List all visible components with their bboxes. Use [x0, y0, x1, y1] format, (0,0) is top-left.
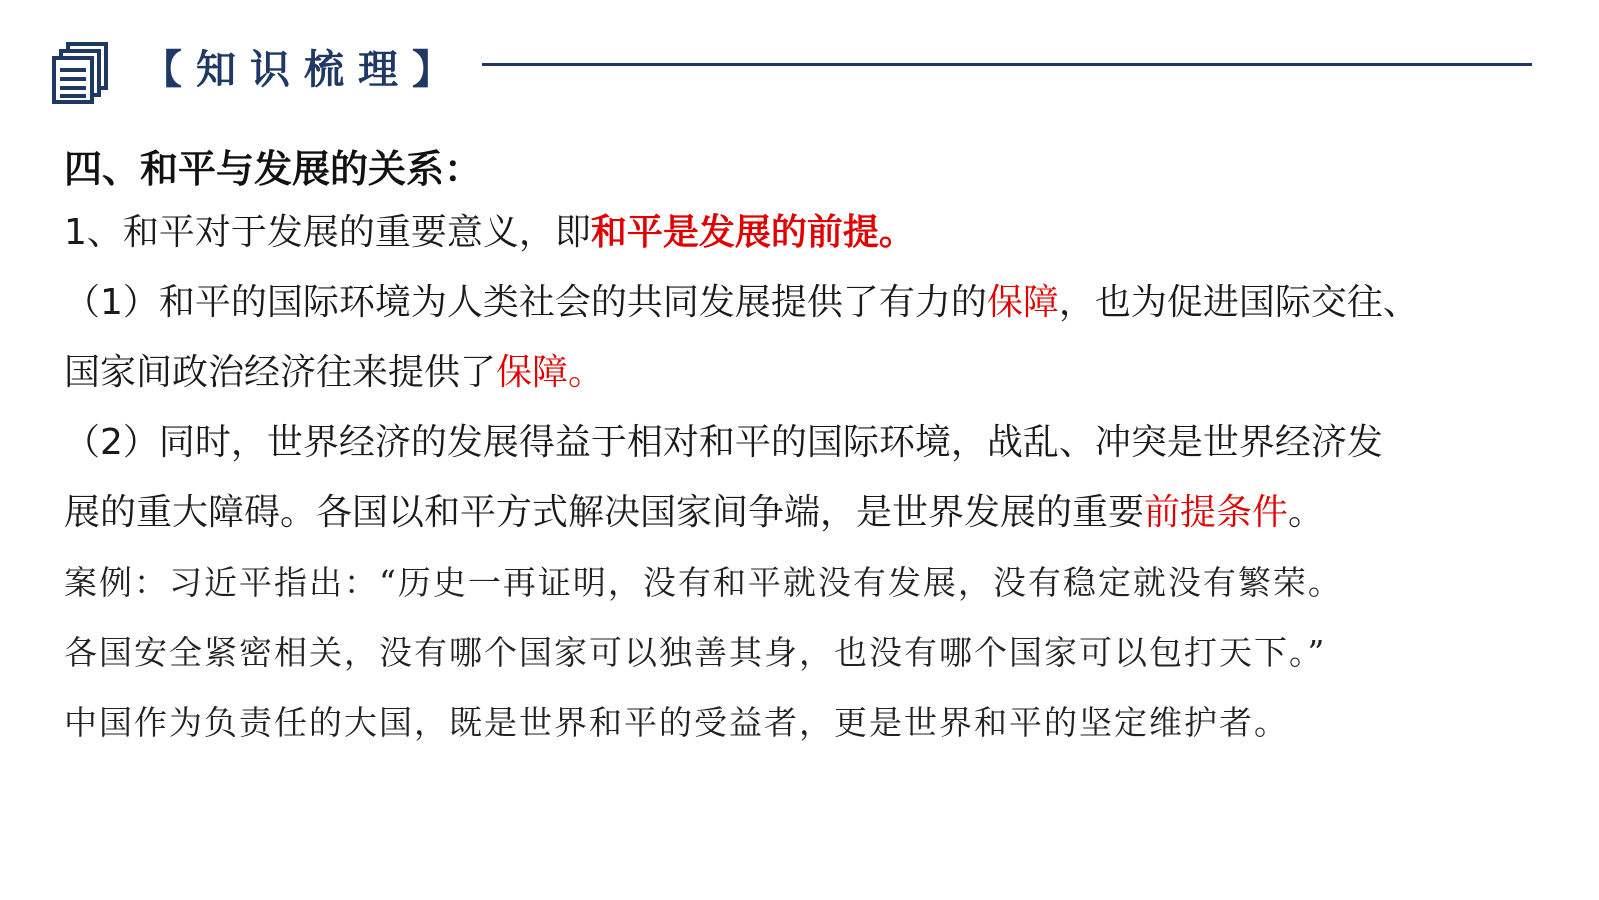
- point-1-emphasis: 和平是发展的前提。: [590, 212, 915, 253]
- subpoint-1-line-1: [64, 268, 1544, 338]
- subpoint-1-text-a: （1）和平的国际环境为人类社会的共同发展提供了有力的: [64, 282, 987, 323]
- subpoint-1: [64, 268, 1544, 408]
- stacked-documents-icon: [52, 42, 110, 104]
- case-quote: [64, 548, 1544, 758]
- slide-content: [64, 140, 1544, 758]
- case-line-2: 各国安全紧密相关，没有哪个国家可以独善其身，也没有哪个国家可以包打天下。”: [64, 633, 1327, 672]
- subpoint-1-highlight-b: 保障。: [496, 352, 605, 393]
- slide-header: [0, 0, 1599, 120]
- subpoint-1-text-b: ，也为促进国际交往、: [1058, 282, 1419, 323]
- case-line-1: 案例：习近平指出：“历史一再证明，没有和平就没有发展，没有稳定就没有繁荣。: [64, 563, 1343, 602]
- header-divider: [482, 63, 1532, 66]
- case-line-3: 中国作为负责任的大国，既是世界和平的受益者，更是世界和平的坚定维护者。: [64, 703, 1289, 742]
- subpoint-2-line-1: （2）同时，世界经济的发展得益于相对和平的国际环境，战乱、冲突是世界经济发: [64, 422, 1383, 463]
- section-tag-title: 【知识梳理】: [142, 47, 466, 93]
- subpoint-2: [64, 408, 1544, 548]
- subpoint-1-highlight-a: 保障: [986, 282, 1059, 323]
- subpoint-1-line-2: [64, 338, 1544, 408]
- subpoint-2-text-a: 展的重大障碍。各国以和平方式解决国家间争端，是世界发展的重要: [64, 492, 1145, 533]
- point-1: [64, 198, 1544, 268]
- subpoint-2-line-2: [64, 478, 1544, 548]
- point-1-text: 1、和平对于发展的重要意义，即: [64, 212, 591, 253]
- section-heading: 四、和平与发展的关系：: [64, 147, 483, 191]
- subpoint-1-text-c: 国家间政治经济往来提供了: [64, 352, 497, 393]
- subpoint-2-text-b: 。: [1288, 492, 1325, 533]
- subpoint-2-highlight: 前提条件: [1144, 492, 1289, 533]
